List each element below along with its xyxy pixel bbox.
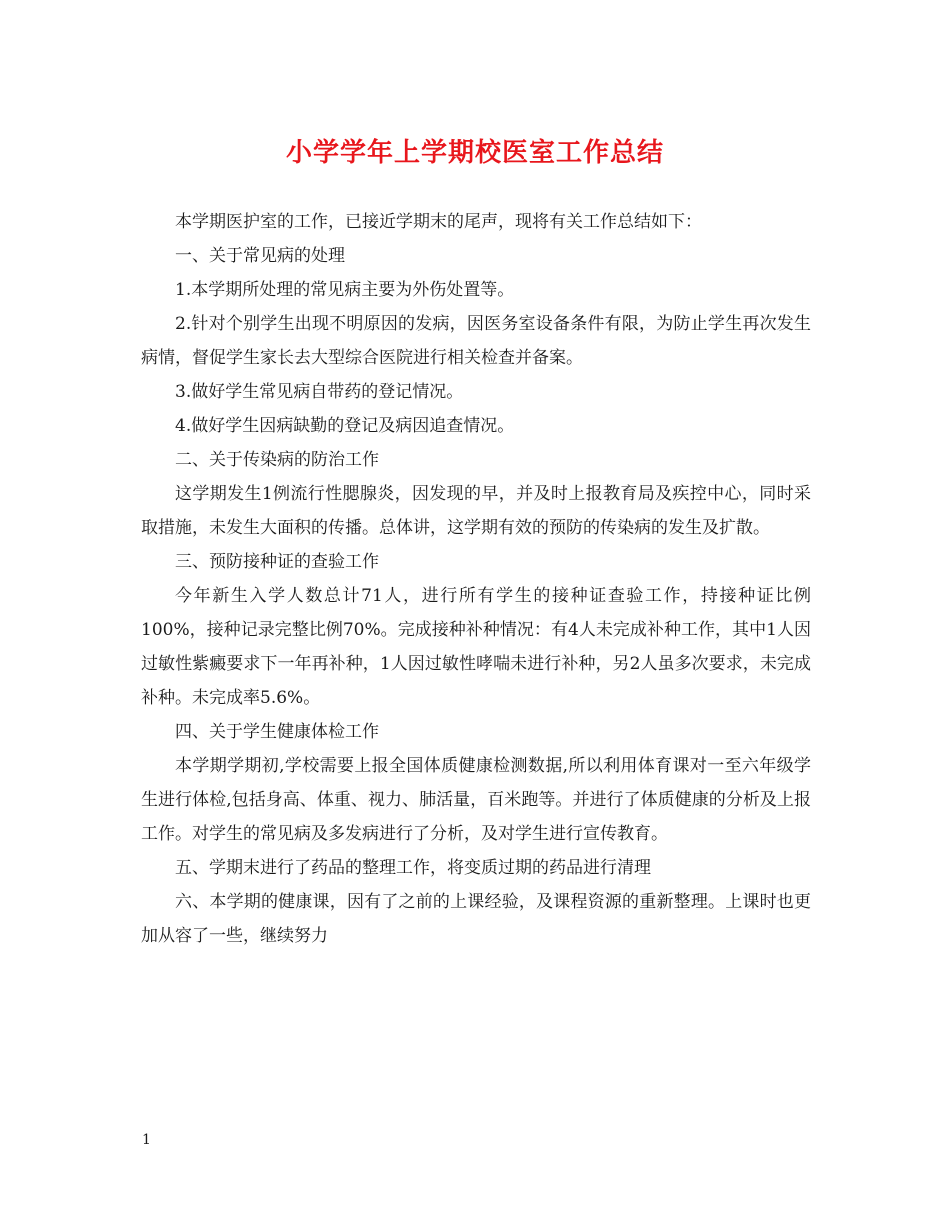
paragraph-item-3: 3.做好学生常见病自带药的登记情况。 — [175, 382, 464, 402]
section-heading-common-illness: 一、关于常见病的处理 — [175, 246, 345, 266]
document-body — [141, 205, 811, 953]
section-heading-vaccination: 三、预防接种证的查验工作 — [175, 552, 379, 572]
paragraph-health-check: 本学期学期初,学校需要上报全国体质健康检测数据,所以利用体育课对一至六年级学生进行体检,包括身高、体重、视力、肺活量，百米跑等。并进行了体质健康的分析及上报工作。对学生的常见病及多发病进行了分析，及对学生进行宣传教育。 — [141, 756, 811, 844]
paragraph-item-4: 4.做好学生因病缺勤的登记及病因追查情况。 — [175, 416, 515, 436]
section-heading-infectious-disease: 二、关于传染病的防治工作 — [175, 450, 379, 470]
paragraph-intro: 本学期医护室的工作，已接近学期末的尾声，现将有关工作总结如下： — [175, 212, 702, 232]
paragraph-item-2: 2.针对个别学生出现不明原因的发病，因医务室设备条件有限，为防止学生再次发生病情，督促学生家长去大型综合医院进行相关检查并备案。 — [141, 314, 811, 368]
section-health-class: 六、本学期的健康课，因有了之前的上课经验，及课程资源的重新整理。上课时也更加从容了一些，继续努力 — [141, 892, 811, 946]
section-heading-health-check: 四、关于学生健康体检工作 — [175, 722, 379, 742]
paragraph-infectious-disease: 这学期发生1例流行性腮腺炎，因发现的早，并及时上报教育局及疾控中心，同时采取措施，未发生大面积的传播。总体讲，这学期有效的预防的传染病的发生及扩散。 — [141, 484, 811, 538]
page-number: 1 — [142, 1132, 151, 1148]
paragraph-item-1: 1.本学期所处理的常见病主要为外伤处置等。 — [175, 280, 515, 300]
document-title: 小学学年上学期校医室工作总结 — [285, 138, 664, 168]
section-medicine-cleanup: 五、学期末进行了药品的整理工作，将变质过期的药品进行清理 — [175, 858, 651, 878]
paragraph-vaccination: 今年新生入学人数总计71人，进行所有学生的接种证查验工作，持接种证比例100%，接种记录完整比例70%。完成接种补种情况：有4人未完成补种工作，其中1人因过敏性紫癜要求下一年再补种，1人因过敏性哮喘未进行补种，另2人虽多次要求，未完成补种。未完成率5.6%。 — [141, 586, 811, 708]
